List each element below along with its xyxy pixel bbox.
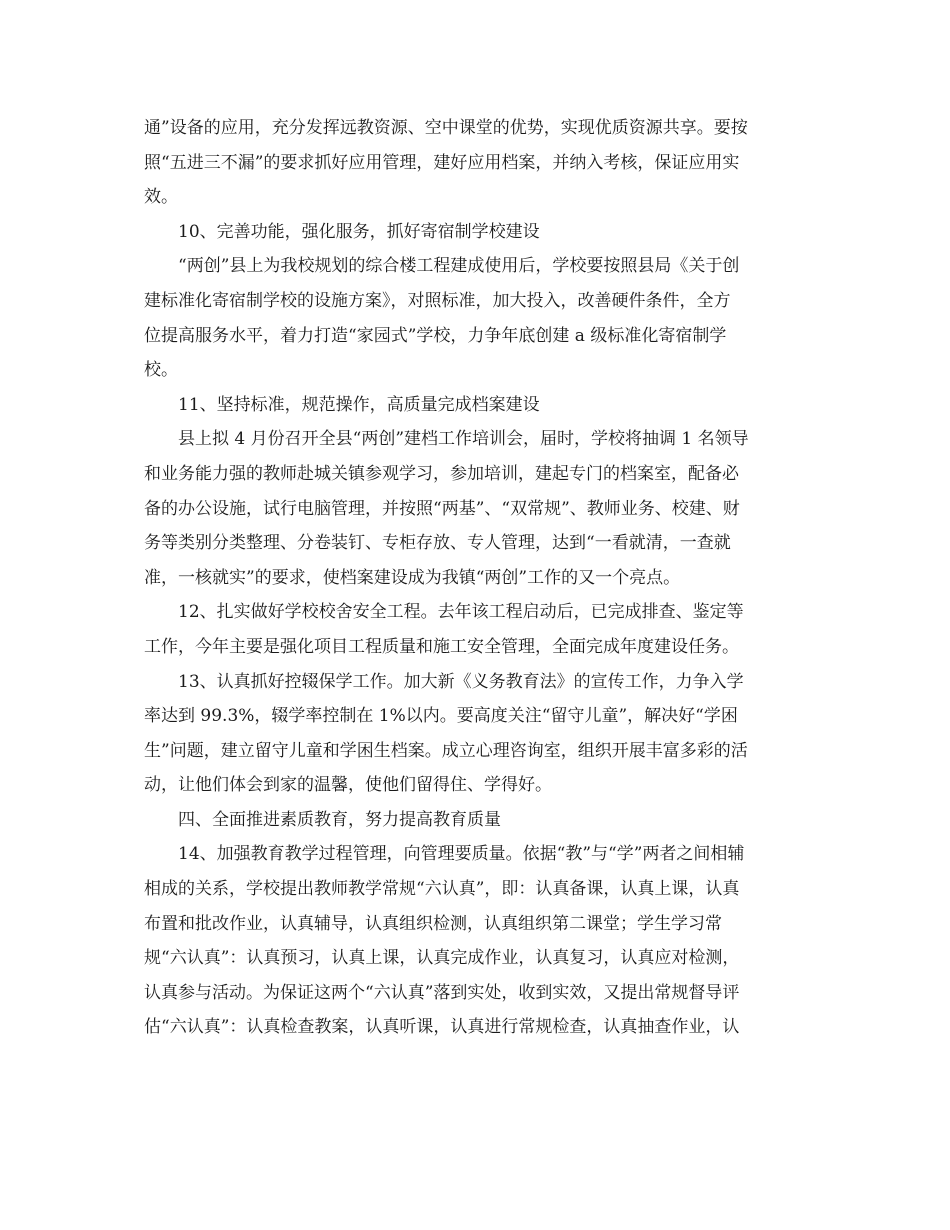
text-line: 14、加强教育教学过程管理，向管理要质量。依据“教”与“学”两者之间相辅: [178, 844, 745, 865]
text-line: 校。: [144, 360, 178, 381]
text-line: 照“五进三不漏”的要求抓好应用管理，建好应用档案，并纳入考核，保证应用实: [144, 152, 740, 173]
text-line: 和业务能力强的教师赴城关镇参观学习，参加培训，建起专门的档案室，配备必: [144, 463, 739, 484]
text-line: 准，一核就实”的要求，使档案建设成为我镇“两创”工作的又一个亮点。: [144, 567, 681, 588]
text-line: 备的办公设施，试行电脑管理，并按照“两基”、“双常规”、教师业务、校建、财: [144, 498, 740, 519]
text-line: 率达到 99.3%，辍学率控制在 1%以内。要高度关注“留守儿童”，解决好“学困: [144, 706, 738, 727]
text-line: 通”设备的应用，充分发挥远教资源、空中课堂的优势，实现优质资源共享。要按: [144, 118, 748, 138]
text-line: 布置和批改作业，认真辅导，认真组织检测，认真组织第二课堂；学生学习常: [144, 913, 722, 934]
text-line: 估“六认真”：认真检查教案，认真听课，认真进行常规检查，认真抽查作业，认: [144, 1017, 740, 1038]
text-line: 县上拟 4 月份召开全县“两创”建档工作培训会，届时，学校将抽调 1 名领导: [178, 429, 749, 450]
text-line: 建标准化寄宿制学校的设施方案》，对照标准，加大投入，改善硬件条件，全方: [144, 290, 731, 311]
text-line: 11、坚持标准，规范操作，高质量完成档案建设: [178, 394, 540, 415]
text-line: 工作，今年主要是强化项目工程质量和施工安全管理，全面完成年度建设任务。: [144, 636, 739, 657]
text-line: 生”问题，建立留守儿童和学困生档案。成立心理咨询室，组织开展丰富多彩的活: [144, 740, 748, 761]
text-line: 四、全面推进素质教育，努力提高教育质量: [178, 809, 501, 830]
text-line: 效。: [144, 187, 178, 208]
text-line: 规“六认真”：认真预习，认真上课，认真完成作业，认真复习，认真应对检测，: [144, 948, 740, 969]
text-line: “两创”县上为我校规划的综合楼工程建成使用后，学校要按照县局《关于创: [178, 256, 740, 277]
text-line: 10、完善功能，强化服务，抓好寄宿制学校建设: [178, 221, 540, 242]
text-line: 相成的关系，学校提出教师教学常规“六认真”，即：认真备课，认真上课，认真: [144, 879, 740, 900]
text-line: 位提高服务水平，着力打造“家园式”学校，力争年底创建 a 级标准化寄宿制学: [144, 325, 727, 346]
text-line: 务等类别分类整理、分卷装钉、专柜存放、专人管理，达到“一看就清，一查就: [144, 533, 731, 554]
text-line: 13、认真抓好控辍保学工作。加大新《义务教育法》的宣传工作，力争入学: [178, 671, 744, 692]
text-line: 12、扎实做好学校校舍安全工程。去年该工程启动后，已完成排查、鉴定等: [178, 602, 744, 623]
text-line: 动，让他们体会到家的温馨，使他们留得住、学得好。: [144, 775, 552, 796]
document-body: [144, 111, 814, 1045]
text-line: 认真参与活动。为保证这两个“六认真”落到实处，收到实效，又提出常规督导评: [144, 982, 740, 1003]
